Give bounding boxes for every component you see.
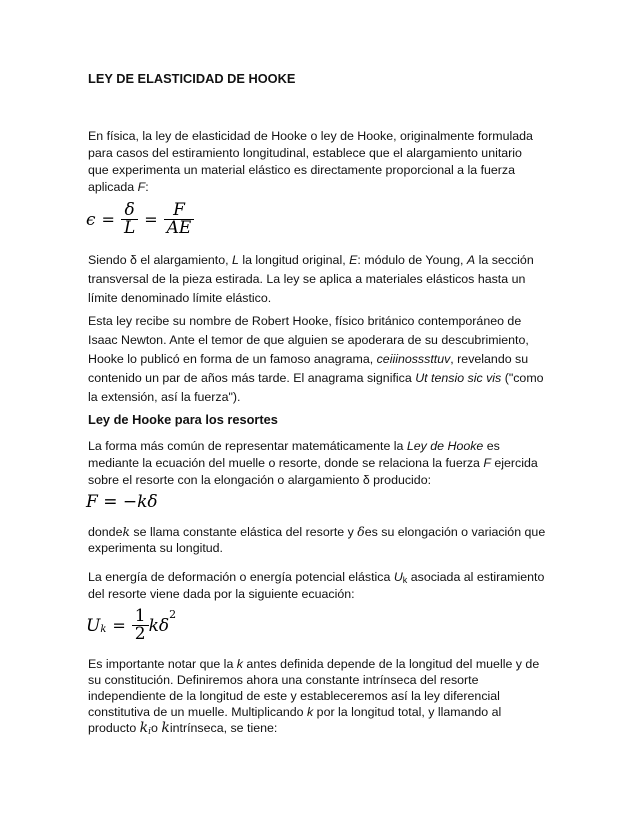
text-run: Siendo δ el alargamiento, bbox=[88, 253, 232, 267]
equation-hooke: F = −kδ bbox=[86, 492, 158, 512]
math-symbol: U bbox=[86, 615, 101, 636]
paragraph-line: que experimenta un material elástico es directamente proporcional a la fuerza bbox=[88, 163, 516, 177]
math-symbol: = bbox=[101, 210, 115, 229]
paragraph-line: sobre el resorte con la elongación o alargamiento δ producido: bbox=[88, 473, 432, 487]
fraction-denominator: 2 bbox=[134, 624, 146, 644]
paragraph-line bbox=[88, 351, 558, 368]
fraction-numerator: δ bbox=[121, 202, 138, 220]
document-title: LEY DE ELASTICIDAD DE HOOKE bbox=[88, 71, 296, 86]
section-heading: Ley de Hooke para los resortes bbox=[88, 412, 278, 427]
text-run: k bbox=[307, 705, 314, 719]
text-run: Ley de Hooke bbox=[406, 439, 484, 453]
text-run: k bbox=[236, 657, 243, 671]
text-run: U bbox=[393, 570, 403, 584]
text-run: E bbox=[349, 253, 358, 267]
text-run: la sección bbox=[475, 253, 534, 267]
math-subscript: k bbox=[100, 624, 107, 635]
paragraph-line: para casos del estiramiento longitudinal, establece que el alargamiento unitario bbox=[88, 146, 522, 160]
text-run: La forma más común de representar matemáticamente la bbox=[88, 439, 407, 453]
text-run: asociada al estiramiento bbox=[407, 570, 545, 584]
text-run: producto bbox=[88, 721, 140, 735]
text-run: i bbox=[148, 727, 152, 737]
text-run: contenido un par de años más tarde. El anagrama significa bbox=[88, 371, 416, 385]
fraction-numerator: F bbox=[164, 202, 195, 220]
equation-energy bbox=[86, 608, 176, 643]
text-run: La energía de deformación o energía potencial elástica bbox=[88, 570, 394, 584]
paragraph-line bbox=[88, 370, 558, 387]
text-run: : módulo de Young, bbox=[357, 253, 467, 267]
paragraph-line bbox=[88, 704, 558, 721]
text-run: antes definida depende de la longitud del muelle y de bbox=[242, 657, 540, 671]
text-run: o bbox=[151, 721, 162, 735]
text-run: Es importante notar que la bbox=[88, 657, 237, 671]
fraction bbox=[132, 608, 149, 643]
text-run: k bbox=[122, 524, 130, 539]
fraction-denominator: L bbox=[123, 218, 136, 238]
text-run: k bbox=[402, 575, 408, 585]
text-run: δ bbox=[357, 524, 365, 539]
text-run: aplicada bbox=[88, 180, 138, 194]
text-run: ejercida bbox=[490, 456, 538, 470]
text-run: Hooke lo publicó en forma de un famoso anagrama, bbox=[88, 352, 377, 366]
text-run: donde bbox=[88, 525, 123, 539]
paragraph-line: experimenta su longitud. bbox=[88, 541, 224, 555]
paragraph-line: límite denominado límite elástico. bbox=[88, 291, 272, 305]
paragraph-line: Esta ley recibe su nombre de Robert Hooke, físico británico contemporáneo de bbox=[88, 314, 522, 328]
paragraph-line bbox=[88, 179, 558, 196]
paragraph-line bbox=[88, 252, 558, 269]
text-run: L bbox=[231, 253, 239, 267]
text-run: intrínseca, se tiene: bbox=[169, 721, 278, 735]
math-symbol: = bbox=[144, 210, 158, 229]
text-run: ceiiinosssttuv bbox=[376, 352, 451, 366]
text-run: F bbox=[137, 180, 146, 194]
paragraph-line: del resorte viene dada por la siguiente ecuación: bbox=[88, 587, 355, 601]
text-run: , revelando su bbox=[450, 352, 529, 366]
fraction-denominator: AE bbox=[166, 218, 192, 238]
text-run: la longitud original, bbox=[238, 253, 350, 267]
paragraph-line: transversal de la pieza estirada. La ley se aplica a materiales elásticos hasta un bbox=[88, 272, 526, 286]
math-symbol: ϵ bbox=[86, 209, 96, 230]
paragraph-line: independiente de la longitud de este y estableceremos así la ley diferencial bbox=[88, 689, 500, 703]
math-symbol: = bbox=[112, 616, 126, 635]
text-run: k bbox=[139, 720, 149, 736]
text-run: por la longitud total, y llamando al bbox=[313, 705, 502, 719]
text-run: mediante la ecuación del muelle o resorte, donde se relaciona la fuerza bbox=[88, 456, 484, 470]
paragraph-line: su constitución. Definiremos ahora una constante intrínseca del resorte bbox=[88, 673, 479, 687]
text-run: F bbox=[483, 456, 491, 470]
paragraph-line: la extensión, así la fuerza"). bbox=[88, 390, 241, 404]
text-run: : bbox=[145, 180, 149, 194]
paragraph-line bbox=[88, 455, 558, 472]
paragraph-line bbox=[88, 523, 558, 541]
text-run: k bbox=[161, 720, 170, 736]
text-run: ("como bbox=[501, 371, 544, 385]
paragraph-line bbox=[88, 656, 558, 673]
fraction bbox=[164, 202, 195, 237]
fraction bbox=[121, 202, 138, 237]
text-run: se llama constante elástica del resorte y bbox=[129, 525, 358, 539]
text-run: A bbox=[466, 253, 476, 267]
math-symbol: kδ bbox=[148, 615, 170, 636]
equation-strain bbox=[86, 202, 194, 237]
paragraph-line bbox=[88, 438, 558, 455]
text-run: Ut tensio sic vis bbox=[415, 371, 502, 385]
text-run: constitutiva de un muelle. Multiplicando bbox=[88, 705, 308, 719]
math-superscript: 2 bbox=[169, 608, 177, 621]
text-run: es bbox=[483, 439, 500, 453]
paragraph-line: En física, la ley de elasticidad de Hooke o ley de Hooke, originalmente formulada bbox=[88, 129, 533, 143]
paragraph-line bbox=[88, 720, 558, 741]
fraction-numerator: 1 bbox=[132, 608, 149, 626]
paragraph-line: Isaac Newton. Ante el temor de que alguien se apoderara de su descubrimiento, bbox=[88, 333, 529, 347]
text-run: es su elongación o variación que bbox=[364, 525, 546, 539]
